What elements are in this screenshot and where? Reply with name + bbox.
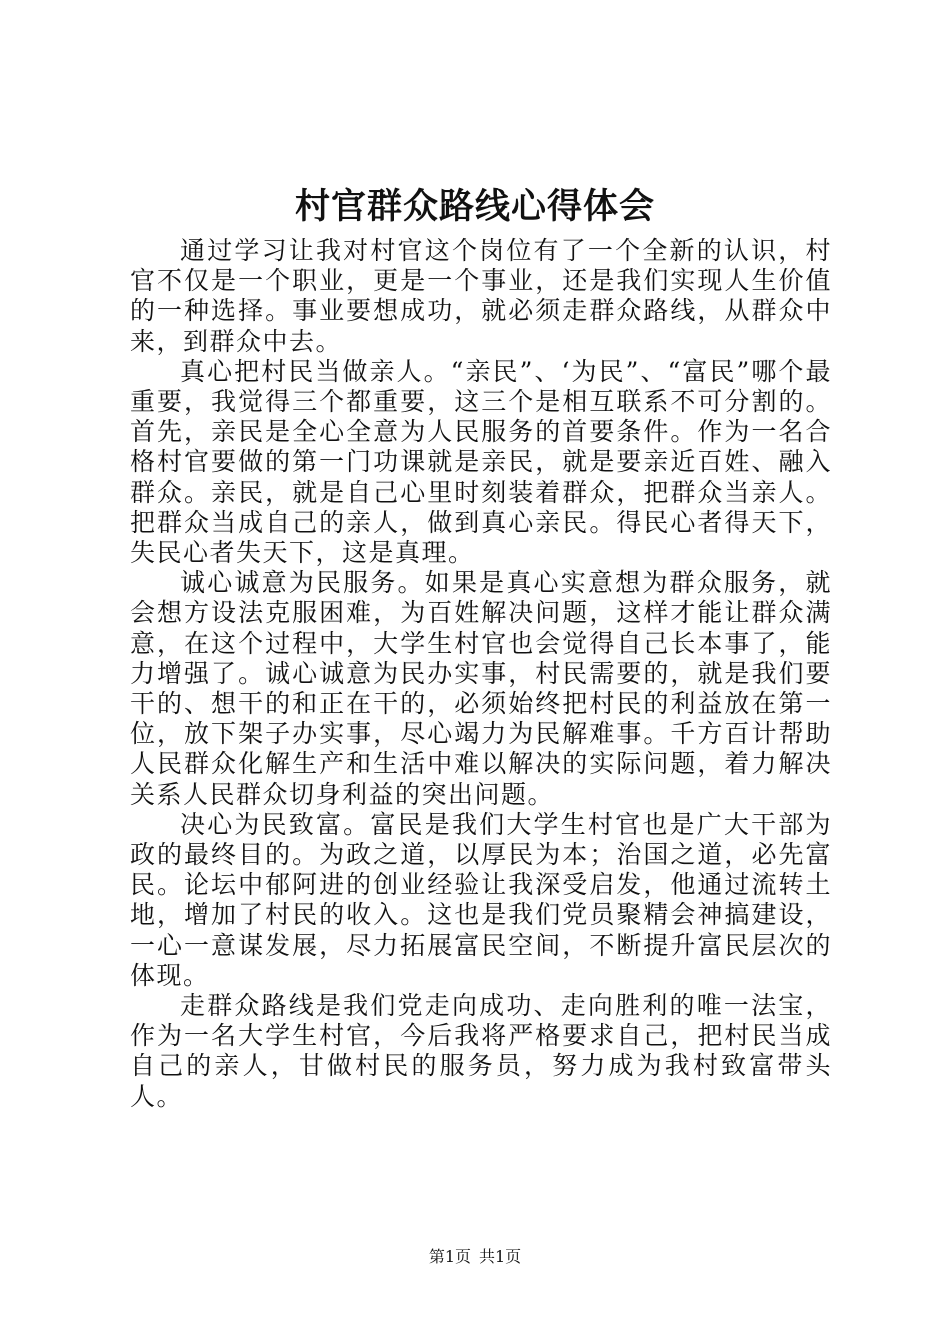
document-body bbox=[130, 236, 832, 1112]
paragraph-intro: 通过学习让我对村官这个岗位有了一个全新的认识，村官不仅是一个职业，更是一个事业，还是我们实现人生价值的一种选择。事业要想成功，就必须走群众路线，从群众中来，到群众中去。 bbox=[130, 236, 832, 356]
page-number: 第1页 bbox=[428, 1247, 471, 1266]
paragraph-sincere-service: 诚心诚意为民服务。如果是真心实意想为群众服务，就会想方设法克服困难，为百姓解决问题，这样才能让群众满意，在这个过程中，大学生村官也会觉得自己长本事了，能力增强了。诚心诚意为民办实事，村民需要的，就是我们要干的、想干的和正在干的，必须始终把村民的利益放在第一位，放下架子办实事，尽心竭力为民解难事。千方百计帮助人民群众化解生产和生活中难以解决的实际问题，着力解决关系人民群众切身利益的突出问题。 bbox=[130, 568, 832, 809]
paragraph-conclusion: 走群众路线是我们党走向成功、走向胜利的唯一法宝，作为一名大学生村官，今后我将严格要求自己，把村民当成自己的亲人，甘做村民的服务员，努力成为我村致富带头人。 bbox=[130, 991, 832, 1111]
paragraph-enrich-people: 决心为民致富。富民是我们大学生村官也是广大干部为政的最终目的。为政之道，以厚民为本；治国之道，必先富民。论坛中郁阿进的创业经验让我深受启发，他通过流转土地，增加了村民的收入。这也是我们党员聚精会神搞建设，一心一意谋发展，尽力拓展富民空间，不断提升富民层次的体现。 bbox=[130, 809, 832, 990]
page-total: 共1页 bbox=[479, 1247, 522, 1266]
document-title: 村官群众路线心得体会 bbox=[294, 186, 655, 227]
paragraph-close-to-people: 真心把村民当做亲人。“亲民”、‘为民”、“富民”哪个最重要，我觉得三个都重要，这三个是相互联系不可分割的。首先，亲民是全心全意为人民服务的首要条件。作为一名合格村官要做的第一门功课就是亲民，就是要亲近百姓、融入群众。亲民，就是自己心里时刻装着群众，把群众当亲人。把群众当成自己的亲人，做到真心亲民。得民心者得天下，失民心者失天下，这是真理。 bbox=[130, 356, 832, 568]
page-footer bbox=[0, 1245, 950, 1269]
